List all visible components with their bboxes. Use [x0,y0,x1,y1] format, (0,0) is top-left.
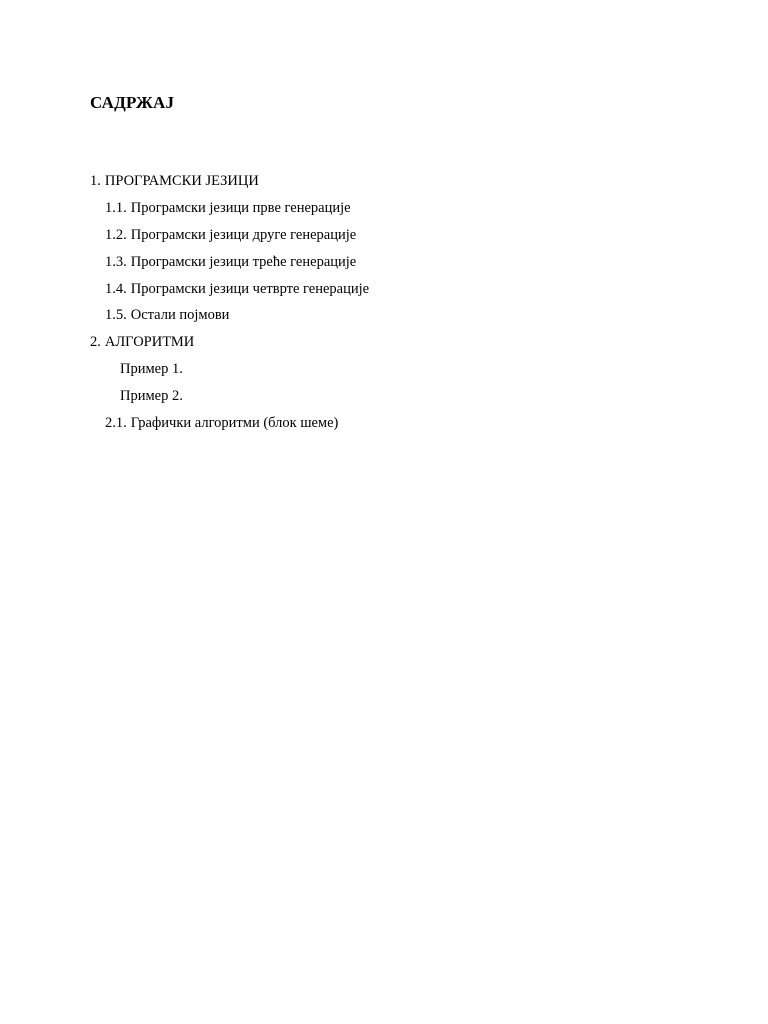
toc-entry[interactable] [90,331,690,358]
toc-entry-text: Пример 2. [120,388,183,405]
toc-entry-text: Програмски језици друге генерације [130,226,357,243]
toc-entry[interactable] [90,197,690,224]
toc-entry-number: 1.5. [105,307,127,324]
toc-entry-text: Програмски језици прве генерације [130,199,351,216]
toc-entry[interactable] [90,304,690,331]
toc-entry-number: 1.3. [105,253,127,270]
toc-entry[interactable] [90,385,690,412]
toc-entry-number: 1.2. [105,226,127,243]
toc-entry-number: 1.1. [105,199,127,216]
toc-entry-number: 1.4. [105,280,127,297]
toc-entry-number: 2.1. [105,415,127,432]
toc-entry-text: Остали појмови [130,307,230,324]
toc-entry-text: Програмски језици треће генерације [130,253,357,270]
toc-entry-text: АЛГОРИТМИ [104,334,195,351]
toc-entry[interactable] [90,278,690,305]
toc-entry-text: Графички алгоритми (блок шеме) [130,415,339,432]
page-title: САДРЖАЈ [90,93,175,112]
toc-entry[interactable] [90,358,690,385]
toc-entry[interactable] [90,251,690,278]
toc-entry[interactable] [90,224,690,251]
toc-entry[interactable] [90,170,690,197]
toc-entry-text: Пример 1. [120,361,183,378]
toc-entry[interactable] [90,412,690,439]
toc-entry-number: 2. [90,334,101,351]
toc-entry-text: Програмски језици четврте генерације [130,280,370,297]
table-of-contents [90,170,690,439]
toc-entry-text: ПРОГРАМСКИ ЈЕЗИЦИ [104,173,259,189]
toc-entry-number: 1. [90,173,101,189]
